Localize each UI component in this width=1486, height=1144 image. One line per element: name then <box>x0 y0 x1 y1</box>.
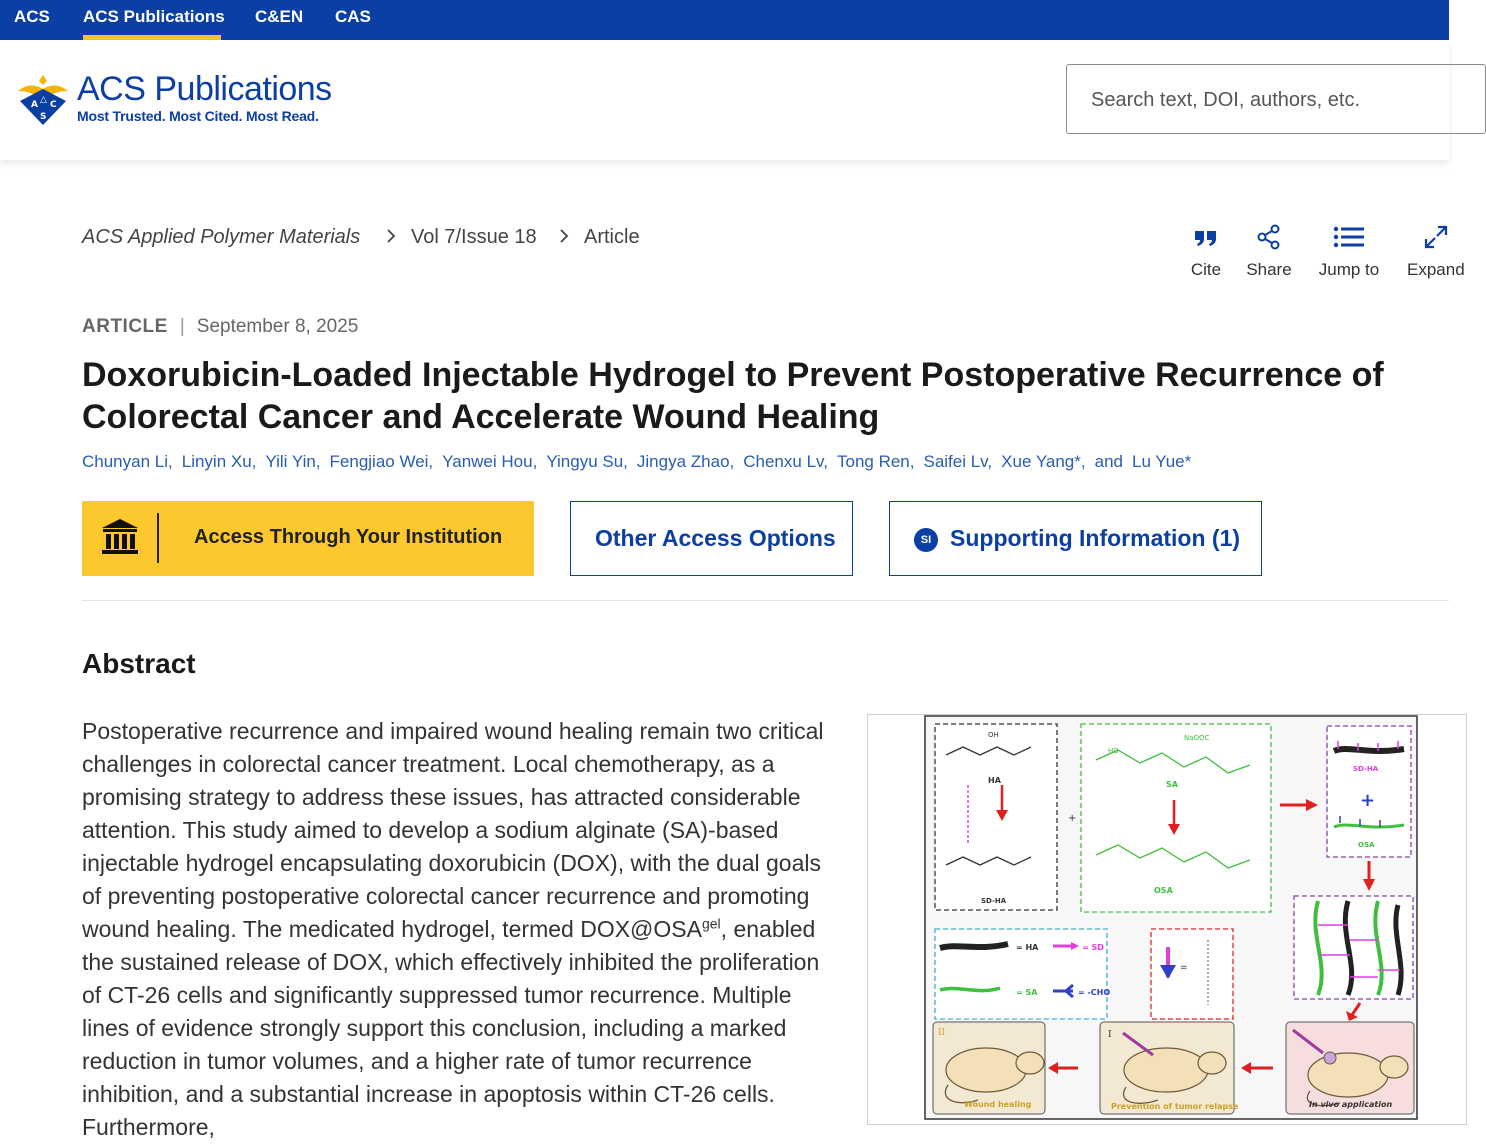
topnav-cas[interactable]: CAS <box>335 7 371 26</box>
topnav-acs-publications[interactable]: ACS Publications <box>83 7 225 26</box>
access-institution-button[interactable] <box>82 501 534 576</box>
expand-button[interactable] <box>1407 224 1467 280</box>
button-divider <box>157 513 159 563</box>
author-link[interactable]: Xue Yang*, <box>1001 452 1086 471</box>
toc-legend-ha: = HA <box>1016 943 1039 952</box>
article-date: September 8, 2025 <box>196 316 359 337</box>
toc-roman-1: I <box>1108 1030 1112 1040</box>
svg-text:C: C <box>50 100 57 110</box>
expand-label: Expand <box>1407 260 1465 279</box>
list-icon <box>1333 224 1365 250</box>
share-icon <box>1256 224 1282 250</box>
toc-box3-sdha-label: SD-HA <box>1353 765 1379 773</box>
expand-icon <box>1423 224 1449 250</box>
acs-logo-icon[interactable] <box>14 71 72 127</box>
jump-to-button[interactable] <box>1313 224 1385 280</box>
toc-legend-cho: = -CHO <box>1078 988 1111 997</box>
toc-plus: + <box>1068 813 1077 824</box>
author-link[interactable]: Chunyan Li, <box>82 452 173 471</box>
abstract-superscript: gel <box>701 915 721 932</box>
svg-text:A: A <box>31 100 38 110</box>
section-divider <box>82 600 1449 601</box>
toc-wound-label: Wound healing <box>964 1100 1032 1109</box>
toc-equals: = <box>1180 963 1188 973</box>
toc-prevention-label: Prevention of tumor relapse <box>1111 1102 1239 1111</box>
logo-title[interactable]: ACS Publications <box>77 70 332 108</box>
toc-ha-label: HA <box>988 776 1001 785</box>
other-access-button[interactable] <box>570 501 853 576</box>
toc-sa-label: SA <box>1166 780 1178 789</box>
cite-button[interactable] <box>1180 224 1232 280</box>
institution-icon <box>100 517 140 557</box>
share-button[interactable] <box>1244 224 1294 280</box>
article-type: ARTICLE <box>82 316 168 337</box>
author-link[interactable]: Yingyu Su, <box>546 452 628 471</box>
supporting-info-label: Supporting Information (1) <box>950 525 1241 551</box>
svg-text:△: △ <box>40 95 47 105</box>
toc-graphic[interactable] <box>867 714 1467 1125</box>
cite-label: Cite <box>1190 260 1222 279</box>
author-and: and <box>1094 452 1123 471</box>
author-list <box>82 452 1200 472</box>
toc-oh-label: OH <box>988 731 999 739</box>
abstract-heading: Abstract <box>82 648 196 679</box>
jump-to-label: Jump to <box>1318 260 1380 279</box>
search-input[interactable] <box>1089 83 1473 117</box>
abstract-text-part1: Postoperative recurrence and impaired wound healing remain two critical challenges in colorectal cancer treatment. Local chemotherapy, as a promising strategy to address these issues, has attracted considerable attention. This study aimed to develop a sodium alginate (SA)-based injectable hydrogel encapsulating doxorubicin (DOX), with the dual goals of preventing postoperative colorectal cancer recurrence and promoting wound healing. The medicated hydrogel, termed DOX@OSA <box>82 718 824 942</box>
article-meta <box>82 316 358 338</box>
author-link[interactable]: Lu Yue* <box>1131 452 1192 471</box>
svg-text:S: S <box>40 112 47 122</box>
topnav-cen[interactable]: C&EN <box>255 7 304 26</box>
toc-legend-sa: = SA <box>1016 988 1038 997</box>
si-badge-icon: SI <box>914 528 938 552</box>
toc-sdha-label: SD-HA <box>981 897 1007 905</box>
toc-roman-2: II <box>938 1028 946 1038</box>
author-link[interactable]: Jingya Zhao, <box>636 452 735 471</box>
meta-divider: | <box>179 316 185 337</box>
access-institution-label: Access Through Your Institution <box>194 526 503 548</box>
chevron-right-icon <box>385 228 397 244</box>
breadcrumb-section: Article <box>584 226 640 248</box>
toc-box3-osa-label: OSA <box>1358 841 1375 849</box>
toc-plus-blue: + <box>1360 790 1376 811</box>
share-label: Share <box>1246 260 1292 279</box>
author-link[interactable]: Tong Ren, <box>836 452 915 471</box>
author-link[interactable]: Saifei Lv, <box>923 452 993 471</box>
abstract-text <box>82 715 842 1144</box>
toc-invivo-label: In vivo application <box>1309 1100 1393 1109</box>
toc-osa-label: OSA <box>1154 886 1173 895</box>
article-title: Doxorubicin-Loaded Injectable Hydrogel to Prevent Postoperative Recurrence of Colorectal Cancer and Accelerate Wound Healing <box>82 356 1384 436</box>
quote-icon <box>1193 224 1219 250</box>
author-link[interactable]: Yili Yin, <box>265 452 321 471</box>
chevron-right-icon <box>558 228 570 244</box>
abstract-text-part2: , enabled the sustained release of DOX, which effectively inhibited the proliferation of CT-26 cells and significantly suppressed tumor recurrence. Multiple lines of evidence strongly support this conclusion, including a marked reduction in tumor volumes, and a higher rate of tumor recurrence inhibition, and a substantial increase in apoptosis within CT-26 cells. Furthermore, <box>82 916 820 1140</box>
toc-ho-label: HO <box>1108 747 1119 755</box>
site-header <box>0 40 1449 160</box>
other-access-label: Other Access Options <box>595 525 836 551</box>
toc-graphic-svg <box>868 715 1468 1126</box>
author-link[interactable]: Chenxu Lv, <box>743 452 828 471</box>
author-link[interactable]: Fengjiao Wei, <box>329 452 434 471</box>
breadcrumb-issue[interactable]: Vol 7/Issue 18 <box>411 226 537 248</box>
author-link[interactable]: Yanwei Hou, <box>442 452 538 471</box>
top-nav-bar <box>0 0 1449 40</box>
toc-naooc-label: NaOOC <box>1184 734 1210 742</box>
topnav-acs[interactable]: ACS <box>14 7 50 26</box>
supporting-info-button[interactable] <box>889 501 1262 576</box>
author-link[interactable]: Linyin Xu, <box>181 452 257 471</box>
breadcrumb-journal[interactable]: ACS Applied Polymer Materials <box>82 226 361 248</box>
search-box[interactable] <box>1066 64 1486 134</box>
logo-tagline: Most Trusted. Most Cited. Most Read. <box>77 108 319 124</box>
toc-legend-sd: = SD <box>1082 943 1104 952</box>
